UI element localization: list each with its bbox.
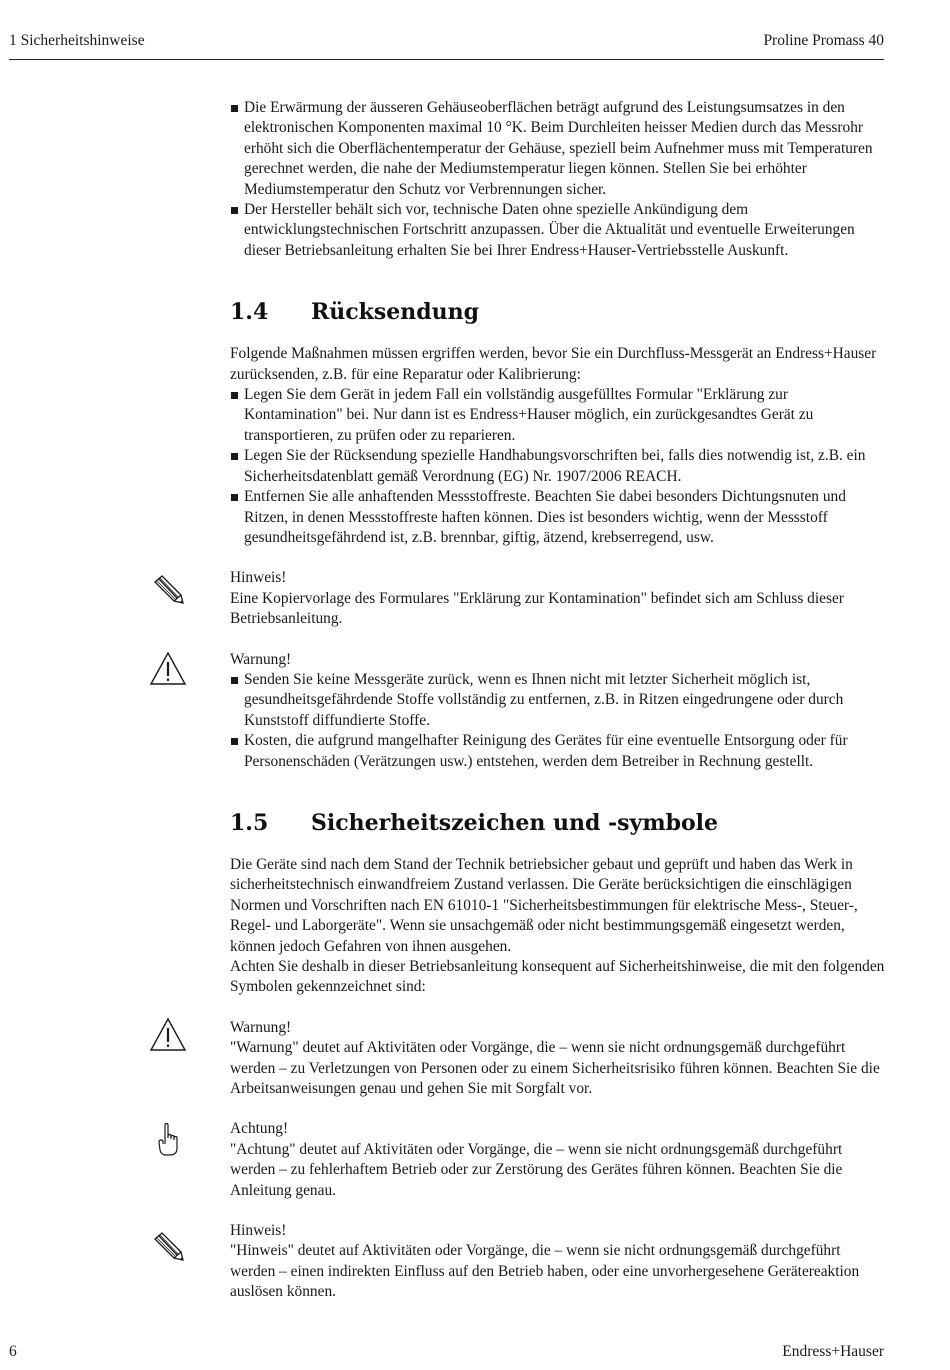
list-item: Legen Sie der Rücksendung spezielle Handhabungsvorschriften bei, falls dies notwendig ist, z.B. ein Sicherheitsdatenblatt gemäß Verordnung (EG) Nr. 1907/2006 REACH. (230, 446, 887, 487)
main-content (230, 98, 887, 1303)
list-item: Der Hersteller behält sich vor, technische Daten ohne spezielle Ankündigung dem entwicklungstechnischen Fortschritt anzupassen. Über die Aktualität und eventuelle Erweiterungen dieser Betriebsanleitung erhalten Sie bei Ihrer Endress+Hauser-Vertriebsstelle Auskunft. (230, 200, 887, 261)
list-item: Die Erwärmung der äusseren Gehäuseoberflächen beträgt aufgrund des Leistungsumsatzes in den elektronischen Komponenten maximal 10 °K. Beim Durchleiten heisser Medien durch das Messrohr erhöht sich die Oberflächentemperatur der Gehäuse, speziell beim Aufnehmer muss mit Temperaturen gerechnet werden, die nahe der Mediumstemperatur liegen können. Stellen Sie bei erhöhter Mediumstemperatur den Schutz vor Verbrennungen sicher. (230, 98, 887, 200)
section-title: Rücksendung (311, 299, 480, 326)
note-title: Hinweis! (230, 1222, 287, 1240)
section-number: 1.5 (230, 809, 269, 836)
pencil-icon (150, 570, 186, 606)
warning-triangle-icon (150, 651, 186, 687)
pencil-icon (150, 1227, 186, 1263)
warning-title: Warnung! (230, 1018, 292, 1036)
note-text: Eine Kopiervorlage des Formulares "Erklärung zur Kontamination" befindet sich am Schluss dieser Betriebsanleitung. (230, 589, 844, 628)
section-paragraph: Achten Sie deshalb in dieser Betriebsanleitung konsequent auf Sicherheitshinweise, die mit den folgenden Symbolen gekennzeichnet sind: (230, 958, 885, 996)
header-rule (9, 59, 884, 60)
footer-brand: Endress+Hauser (782, 1343, 884, 1360)
list-item: Kosten, die aufgrund mangelhafter Reinigung des Gerätes für eine eventuelle Entsorgung oder für Personenschäden (Verätzungen usw.) entstehen, werden dem Betreiber in Rechnung gestellt. (230, 731, 887, 772)
warning-bullet-list (230, 670, 887, 772)
list-item: Entfernen Sie alle anhaftenden Messstoffreste. Beachten Sie dabei besonders Dichtungsnuten und Ritzen, in denen Messstoffreste haften können. Dies ist besonders wichtig, wenn der Messstoff gesundheitsgefährdend ist, z.B. brennbar, giftig, ätzend, krebserregend, usw. (230, 487, 887, 548)
running-header-chapter: 1 Sicherheitshinweise (9, 32, 145, 49)
section-intro: Folgende Maßnahmen müssen ergriffen werden, bevor Sie ein Durchfluss-Messgerät an Endress+Hauser zurücksenden, z.B. für eine Reparatur oder Kalibrierung: (230, 345, 877, 383)
warning-triangle-icon (150, 1017, 186, 1053)
section-heading-1-5 (230, 810, 887, 836)
note-title: Hinweis! (230, 569, 287, 587)
intro-bullet-list (230, 98, 887, 261)
section-paragraph: Die Geräte sind nach dem Stand der Technik betriebsicher gebaut und geprüft und haben das Werk in sicherheitstechnisch einwandfreiem Zustand verlassen. Die Geräte berücksichtigen die einschlägigen Normen und Vorschriften nach EN 61010-1 "Sicherheitsbestimmungen für elektrische Mess-, Steuer-, Regel- und Laborgeräte". Wenn sie unsachgemäß oder nicht bestimmungsgemäß eingesetzt werden, können jedoch Gefahren von ihnen ausgehen. (230, 855, 858, 955)
section-heading-1-4 (230, 299, 887, 325)
warning-text: "Warnung" deutet auf Aktivitäten oder Vorgänge, die – wenn sie nicht ordnungsgemäß durchgeführt werden – zu Verletzungen von Personen oder zu einem Sicherheitsrisiko führen können. Beachten Sie die Arbeitsanweisungen genau und gehen Sie mit Sorgfalt vor. (230, 1039, 880, 1098)
page-number: 6 (9, 1343, 17, 1360)
raised-finger-hand-icon (150, 1122, 186, 1158)
list-item: Legen Sie dem Gerät in jedem Fall ein vollständig ausgefülltes Formular "Erklärung zur Kontamination" bei. Nur dann ist es Endress+Hauser möglich, ein zurückgesandtes Gerät zu transportieren, zu prüfen oder zu reparieren. (230, 385, 887, 446)
warning-title: Warnung! (230, 650, 292, 668)
running-header-product: Proline Promass 40 (763, 32, 884, 49)
caution-title: Achtung! (230, 1120, 289, 1138)
section-number: 1.4 (230, 299, 269, 326)
note-text: "Hinweis" deutet auf Aktivitäten oder Vorgänge, die – wenn sie nicht ordnungsgemäß durchgeführt werden – einen indirekten Einfluss auf den Betrieb haben, oder eine unvorhergesehene Gerätereaktion auslösen können. (230, 1242, 860, 1301)
list-item: Senden Sie keine Messgeräte zurück, wenn es Ihnen nicht mit letzter Sicherheit möglich ist, gesundheitsgefährdende Stoffe vollständig zu entfernen, z.B. in Ritzen eingedrungene oder durch Kunststoff diffundierte Stoffe. (230, 670, 887, 731)
caution-text: "Achtung" deutet auf Aktivitäten oder Vorgänge, die – wenn sie nicht ordnungsgemäß durchgeführt werden – zu fehlerhaftem Betrieb oder zur Zerstörung des Gerätes führen können. Beachten Sie die Anleitung genau. (230, 1140, 843, 1199)
section-title: Sicherheitszeichen und -symbole (311, 809, 719, 836)
return-bullet-list (230, 385, 887, 548)
